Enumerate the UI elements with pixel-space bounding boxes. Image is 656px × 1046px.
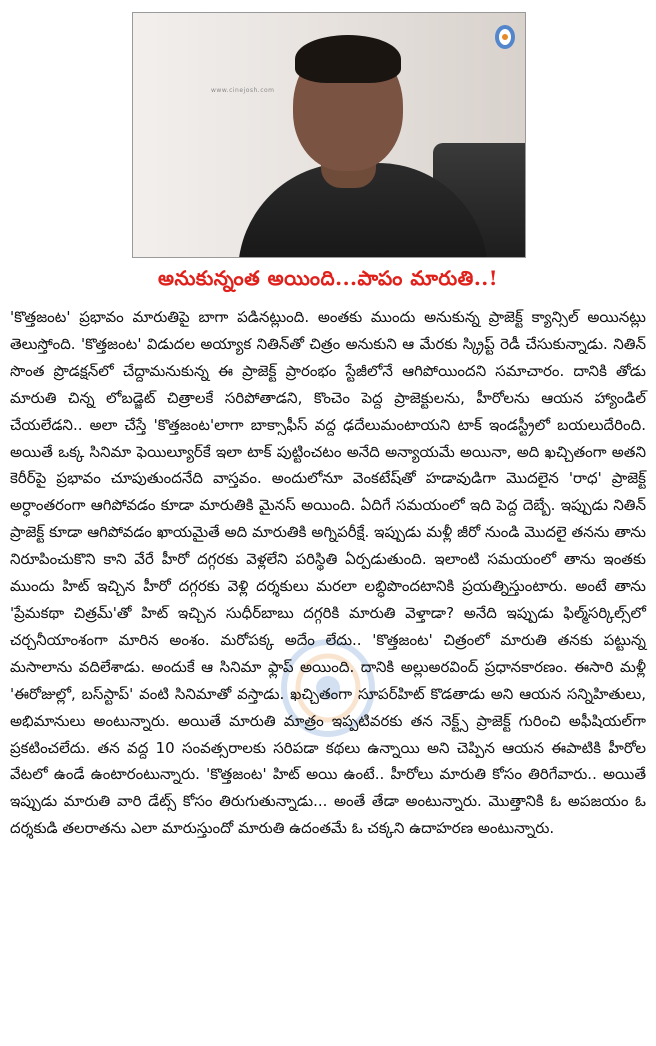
article-headline: అనుకున్నంత అయింది...పాపం మారుతి..! [157, 266, 499, 290]
article-body-text: 'కొత్తజంట' ప్రభావం మారుతిపై బాగా పడినట్లుంది. అంతకు ముందు అనుకున్న ప్రాజెక్ట్ క్యాన్సిల్ అయినట్లు తెలుస్తోంది. 'కొత్తజంట' విడుదల అయ్యాక నితిన్‌తో చిత్రం అనుకుని ఆ మేరకు స్క్రిప్ట్ రెడీ చేసుకున్నాడు. నితిన్ సొంత ప్రొడక్షన్‌లో చేద్దామనుకున్న ఈ ప్రాజెక్ట్ ప్రారంభం స్టేజీలోనే ఆగిపోయిందని సమాచారం. దానికి తోడు మారుతి చిన్న లోబడ్జెట్ చిత్రాలకే సరిపోతాడని, కొంచెం పెద్ద ప్రాజెక్టులను, హీరోలను ఆయన హ్యాండిల్ చేయలేడని.. అలా చేస్తే 'కొత్తజంట'లాగా బాక్సాఫీస్ వద్ద ఢదేలుమంటాయని టాక్ ఇండస్ట్రీలో బయలుదేరింది. అయితే ఒక్క సినిమా ఫెయిల్యూర్‌కే ఇలా టాక్ పుట్టించటం అనేది అన్యాయమే అయినా, అది ఖచ్చితంగా అతని కెరీర్‌పై ప్రభావం చూపుతుందనేది వాస్తవం. అందులోనూ వెంకటేష్‌తో హడావుడిగా మొదలైన 'రాధ' ప్రాజెక్ట్ అర్ధాంతరంగా ఆగిపోవడం కూడా మారుతికి మైనస్ అయింది. ఏదిగే సమయంలో ఇది పెద్ద దెబ్బే. ఇప్పుడు నితిన్ ప్రాజెక్ట్ కూడా ఆగిపోవడం ఖాయమైతే అది మారుతికి అగ్నిపరీక్షే. ఇప్పుడు మళ్లీ జీరో నుండి మొదలై తనను తాను నిరూపించుకొని కాని వేరే హీరో దగ్గరకు వెళ్లలేని పరిస్థితి ఏర్పడుతుంది. ఇలాంటి సమయంలో తాను ఇంతకు ముందు హిట్ ఇచ్చిన హీరో దగ్గరకు వెళ్లి దర్శకులు మరలా లబ్ధిపొందటానికి ప్రయత్నిస్తుంటారు. అంటే తాను 'ప్రేమకథా చిత్రమ్'తో హిట్ ఇచ్చిన సుధీర్‌బాబు దగ్గరికి మారుతి వెళ్తాడా? అనేది ఇప్పుడు ఫిల్మ్‌సర్కిల్స్‌లో చర్చనీయాంశంగా మారిన అంశం. మరోపక్క అదేం లేదు.. 'కొత్తజంట' చిత్రంలో మారుతి తనకు పట్టున్న మసాలాను వదిలేశాడు. అందుకే ఆ సినిమా ఫ్లాప్ అయింది. దానికి అల్లుఅరవింద్ ప్రధానకారణం. ఈసారి మళ్లీ 'ఈరోజుల్లో, బస్‌స్టాప్' వంటి సినిమాతో వస్తాడు. ఖచ్చితంగా సూపర్‌హిట్ కొడతాడు అని ఆయన సన్నిహితులు, అభిమానులు అంటున్నారు. అయితే మారుతి మాత్రం ఇప్పటివరకు తన నెక్ట్స్ ప్రాజెక్ట్ గురించి అఫీషియల్‌గా ప్రకటించలేదు. తన వద్ద 10 సంవత్సరాలకు సరిపడా కథలు ఉన్నాయి అని చెప్పిన ఆయన ఈపాటికి హీరోల వేటలో ఉండే ఉంటారంటున్నారు. 'కొత్తజంట' హిట్ అయి ఉంటే.. హీరోలు మారుతి కోసం తిరిగేవారు.. అయితే ఇప్పుడు మారుతి వారి డేట్స్ కోసం తిరుగుతున్నాడు... అంతే తేడా అంటున్నారు. మొత్తానికి ఓ అపజయం ఓ దర్శకుడి తలరాతను ఎలా మారుస్తుందో మారుతి ఉదంతమే ఓ చక్కని ఉదాహరణ అంటున్నారు. [10, 308, 646, 838]
photo-watermark-url: www.cinejosh.com [211, 87, 275, 94]
article-photo [132, 12, 526, 258]
site-logo-icon [493, 23, 517, 51]
person-hair [295, 35, 401, 83]
